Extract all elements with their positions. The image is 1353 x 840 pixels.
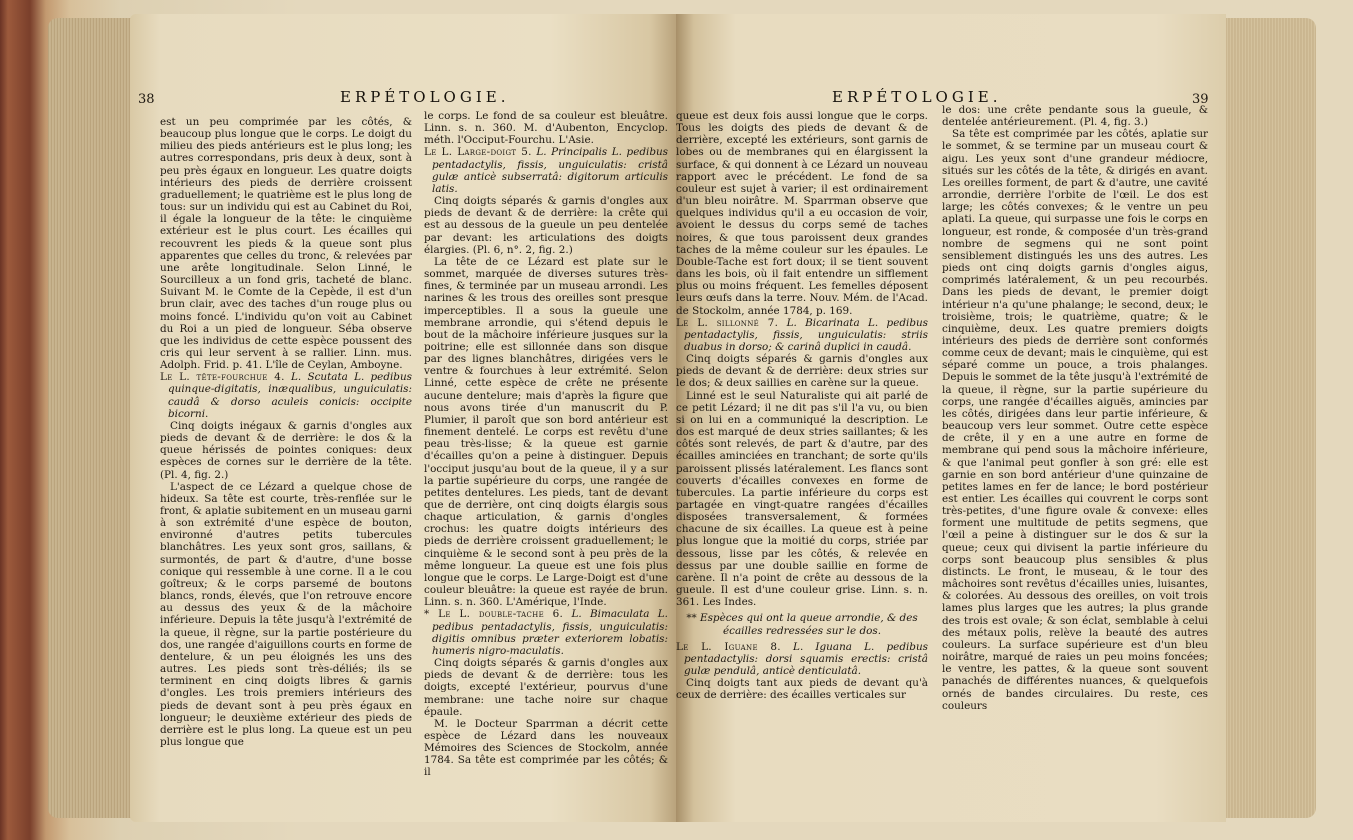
left-page [130, 14, 676, 822]
right-page [676, 14, 1226, 822]
paragraph: M. le Docteur Sparrman a décrit cette espèce de Lézard dans les nouveaux Mémoires des Sciences de Stockolm, année 1784. Sa tête est comprimée par les côtés; & il [424, 717, 668, 779]
paragraph: Linné est le seul Naturaliste qui ait parlé de ce petit Lézard; il ne dit pas s'il l'a vu, ou bien si on lui en a communiqué la description. Le dos est marqué de deux stries saillantes; & les côtés sont relevés, de part & d'autre, par des écailles aminciées en tranchant; de sorte qu'ils paroissent plissés latéralement. Les flancs sont couverts d'écailles convexes en forme de tubercules. La partie inférieure du corps est partagée en vingt-quatre rangées d'écailles disposées transversalement, & formées chacune de six écailles. La queue est à peine plus longue que la moitié du corps, striée par dessous, lisse par les côtés, & relevée en dessus par une double saillie en forme de carène. Il n'a point de crête au dessous de la gueule. Il est d'une couleur grise. Linn. s. n. 361. Les Indes. [676, 389, 928, 609]
right-page-column-2 [942, 104, 1208, 712]
species-heading: Le L. sillonné 7. [676, 316, 779, 329]
right-page-column-1 [676, 110, 928, 702]
species-heading: Le L. Large-doigt 5. [424, 146, 532, 159]
species-heading: Le L. tête-fourchue 4. [160, 371, 285, 384]
paragraph: le corps. Le fond de sa couleur est bleuâtre. Linn. s. n. 360. M. d'Aubenton, Encyclop. méth. l'Occiput-Fourchu. L'Asie. [424, 110, 668, 147]
species-entry [676, 641, 928, 677]
species-entry [160, 371, 412, 420]
running-head: ERPÉTOLOGIE. [340, 88, 510, 106]
left-page-edges [48, 18, 132, 818]
paragraph: Sa tête est comprimée par les côtés, aplatie sur le sommet, & se termine par un museau court & aigu. Les yeux sont d'une grandeur médiocre, situés sur les côtés de la tête, & dirigés en avant. Les oreilles forment, de part & d'autre, une cavité arrondie, derrière l'orbite de l'œil. Le dos est large; les côtés convexes; & le ventre un peu aplati. La queue, qui surpasse une fois le corps en longueur, est ronde, & composée d'un très-grand nombre de segmens qui ne sont point sensiblement distingués les uns des autres. Les pieds ont cinq doigts garnis d'ongles aigus, comprimés latéralement, & un peu recourbés. Dans les pieds de devant, le premier doigt intérieur n'a qu'une phalange; le second, deux; le troisième, trois; le quatrième, quatre; & le cinquième, deux. Les quatre premiers doigts intérieurs des pieds de derrière sont conformés comme ceux de devant; mais le cinquième, qui est séparé comme un pouce, a trois phalanges. Depuis le sommet de la tête jusqu'à l'extrémité de la queue, il règne, sur la partie supérieure du corps, une rangée d'écailles aiguës, amincies par les côtés, dirigées dans leur partie inférieure, & beaucoup vers leur sommet. Outre cette espèce de crête, il y en a une autre en forme de membrane qui pend sous la mâchoire inférieure, & que l'animal peut gonfler à son gré: elle est garnie en son bord antérieur d'une quinzaine de petites lames en fer de lance; le bord postérieur est entier. Les écailles qui couvrent le corps sont très-petites, d'une figure ovale & convexe: elles forment une multitude de petits segmens, que l'œil a peine à distinguer sur le dos & sur la queue; ceux qui divisent la partie inférieure du corps sont beaucoup plus sensibles & plus distincts. Le front, le museau, & le tour des mâchoires sont revêtus d'écailles unies, luisantes, & colorées. Au dessous des oreilles, on voit trois lames plus larges que les autres; la plus grande des trois est ovale; & son éclat, semblable à celui des métaux polis, relève la beauté des autres couleurs. La surface supérieure est d'un bleu noirâtre, marqué de raies un peu moins foncées; le ventre, les pattes, & la queue sont souvent panachés de différentes nuances, & quelquefois ornés de bandes circulaires. Du reste, ces couleurs [942, 128, 1208, 712]
left-page-column-2 [424, 110, 668, 779]
paragraph: Cinq doigts tant aux pieds de devant qu'à ceux de derrière: des écailles verticales sur [676, 677, 928, 702]
latin-diagnosis: L. Bimaculata L. pedibus pentadactylis, fissis, unguiculatis: digitis omnibus præter exteriorem lobatis: humeris nigro-maculatis. [432, 608, 668, 657]
paragraph: Cinq doigts séparés & garnis d'ongles aux pieds de devant & de derrière: tous les doigts, excepté l'extérieur, pourvus d'une membrane: une tache noire sur chaque épaule. [424, 657, 668, 718]
species-entry [424, 608, 668, 657]
paragraph: Cinq doigts inégaux & garnis d'ongles aux pieds de devant & de derrière: le dos & la queue hérissés de pointes coniques: deux espèces de cornes sur le derrière de la tête. (Pl. 4, fig. 2.) [160, 419, 412, 481]
latin-diagnosis: L. Bicarinata L. pedibus pentadactylis, fissis, unguiculatis: striis duabus in dorso; & carinâ duplici in caudâ. [684, 316, 929, 353]
paragraph: est un peu comprimée par les côtés, & beaucoup plus longue que le corps. Le doigt du milieu des pieds antérieurs est le plus long; les autres correspondans, pris deux à deux, sont à peu près égaux en longueur. Les quatre doigts intérieurs des pieds de derrière croissent graduellement; le quatrième est le plus long de tous: sur un individu qui est au Cabinet du Roi, il égale la longueur de la tête: le cinquième extérieur est le plus court. Les écailles qui recouvrent les pieds & la queue sont plus apparentes que celles du tronc, & relevées par une arête longitudinale. Selon Linné, le Sourcilleux a un fond gris, tacheté de blanc. Suivant M. le Comte de la Cepède, il est d'un brun clair, avec des taches d'un rouge plus ou moins foncé. L'individu qu'on voit au Cabinet du Roi a un pied de longueur. Séba observe que les individus de cette espèce poussent des cris qui leur servent à se rallier. Linn. mus. Adolph. Frid. p. 41. L'île de Ceylan, Amboyne. [160, 116, 412, 372]
paragraph: L'aspect de ce Lézard a quelque chose de hideux. Sa tête est courte, très-renflée sur le front, & aplatie subitement en un museau garni à son extrémité d'une espèce de bouton, environné d'autres petits tubercules blanchâtres. Les yeux sont gros, saillans, & surmontés, de part & d'autre, d'une bosse conique qui ressemble à une corne. Il a le cou goîtreux; & le corps parsemé de boutons blancs, ronds, élevés, que l'on retrouve encore au dessus des yeux & de la mâchoire inférieure. Depuis la tête jusqu'à l'extrémité de la queue, il règne, sur la partie postérieure du dos, une rangée d'aiguillons courts en forme de dentelure, & un peu éloignés les uns des autres. Les pieds sont très-déliés; ils se terminent en cinq doigts libres & garnis d'ongles. Les trois premiers intérieurs des pieds de devant sont à peu près égaux en longueur; le deuxième extérieur des pieds de derrière est le plus long. La queue est un peu plus longue que [160, 480, 412, 748]
latin-diagnosis: L. Scutata L. pedibus quinque-digitatis, inæqualibus, unguiculatis: caudâ & dorso aculeis conicis: occipite bicorni. [168, 371, 412, 420]
latin-diagnosis: L. Principalis L. pedibus pentadactylis, fissis, unguiculatis: cristâ gulæ anticè subserratâ: digitorum articulis latis. [432, 146, 668, 195]
species-heading: Le L. Iguane 8. [676, 640, 781, 653]
paragraph: Cinq doigts séparés & garnis d'ongles aux pieds de devant & de derrière: deux stries sur le dos; & deux saillies en carène sur la queue. [676, 353, 928, 390]
page-number: 38 [138, 92, 155, 107]
species-entry [424, 146, 668, 195]
right-page-edges [1226, 18, 1316, 818]
page-number: 39 [1192, 92, 1209, 107]
paragraph: queue est deux fois aussi longue que le corps. Tous les doigts des pieds de devant & de derrière, excepté les extérieurs, sont garnis de lobes ou de membranes qui en élargissent la surface, & qui donnent à ce Lézard un nouveau rapport avec le précédent. Le fond de sa couleur est sujet à varier; il est ordinairement d'un bleu noirâtre. M. Sparrman observe que quelques individus qu'il a eu occasion de voir, avoient le dessus du corps semé de taches noires, & que tous paroissent deux grandes taches de la même couleur sur les épaules. Le Double-Tache est fort doux; il se tient souvent dans les bois, où il fait entendre un sifflement plus ou moins fréquent. Les femelles déposent leurs œufs dans la terre. Nouv. Mém. de l'Acad. de Stockolm, année 1784, p. 169. [676, 110, 928, 317]
species-heading: * Le L. double-tache 6. [424, 608, 564, 621]
paragraph: Cinq doigts séparés & garnis d'ongles aux pieds de devant & de derrière: la crête qui est au dessous de la gueule un peu dentelée par devant: les articulations des doigts élargies. (Pl. 6, n°. 2, fig. 2.) [424, 195, 668, 256]
section-heading: ** Espèces qui ont la queue arrondie, & des écailles redressées sur le dos. [686, 612, 918, 637]
latin-diagnosis: L. Iguana L. pedibus pentadactylis: dorsi squamis erectis: cristâ gulæ pendulâ, anticè denticulatâ. [684, 640, 928, 678]
paragraph: le dos: une crête pendante sous la gueule, & dentelée antérieurement. (Pl. 4, fig. 3.) [942, 104, 1208, 129]
paragraph: La tête de ce Lézard est plate sur le sommet, marquée de diverses sutures très-fines, & terminée par un museau arrondi. Les narines & les trous des oreilles sont presque imperceptibles. Il a sous la gueule une membrane arrondie, qui s'étend depuis le bout de la mâchoire inférieure jusques sur la poitrine; elle est sillonnée dans son disque par des lignes blanchâtres, dirigées vers le ventre & fourchues à leur extrémité. Selon Linné, cette espèce de crête ne présente aucune dentelure; mais d'après la figure que nous avons tirée d'un manuscrit du P. Plumier, il paroît que son bord antérieur est finement dentelé. Le corps est revêtu d'une peau très-lisse; & la queue est garnie d'écailles qu'on a peine à distinguer. Depuis l'occiput jusqu'au bout de la queue, il y a sur la partie supérieure du corps, une rangée de petites dentelures. Les pieds, tant de devant que de derrière, ont cinq doigts élargis sous chaque articulation, & garnis d'ongles crochus: les quatre doigts intérieurs des pieds de derrière croissent graduellement; le cinquième & le second sont à peu près de la même longueur. La queue est une fois plus longue que le corps. Le Large-Doigt est d'une couleur bleuâtre: la queue est rayée de brun. Linn. s. n. 360. L'Amérique, l'Inde. [424, 255, 668, 609]
species-entry [676, 317, 928, 353]
running-head: ERPÉTOLOGIE. [832, 88, 1002, 106]
left-page-column-1 [160, 116, 412, 748]
